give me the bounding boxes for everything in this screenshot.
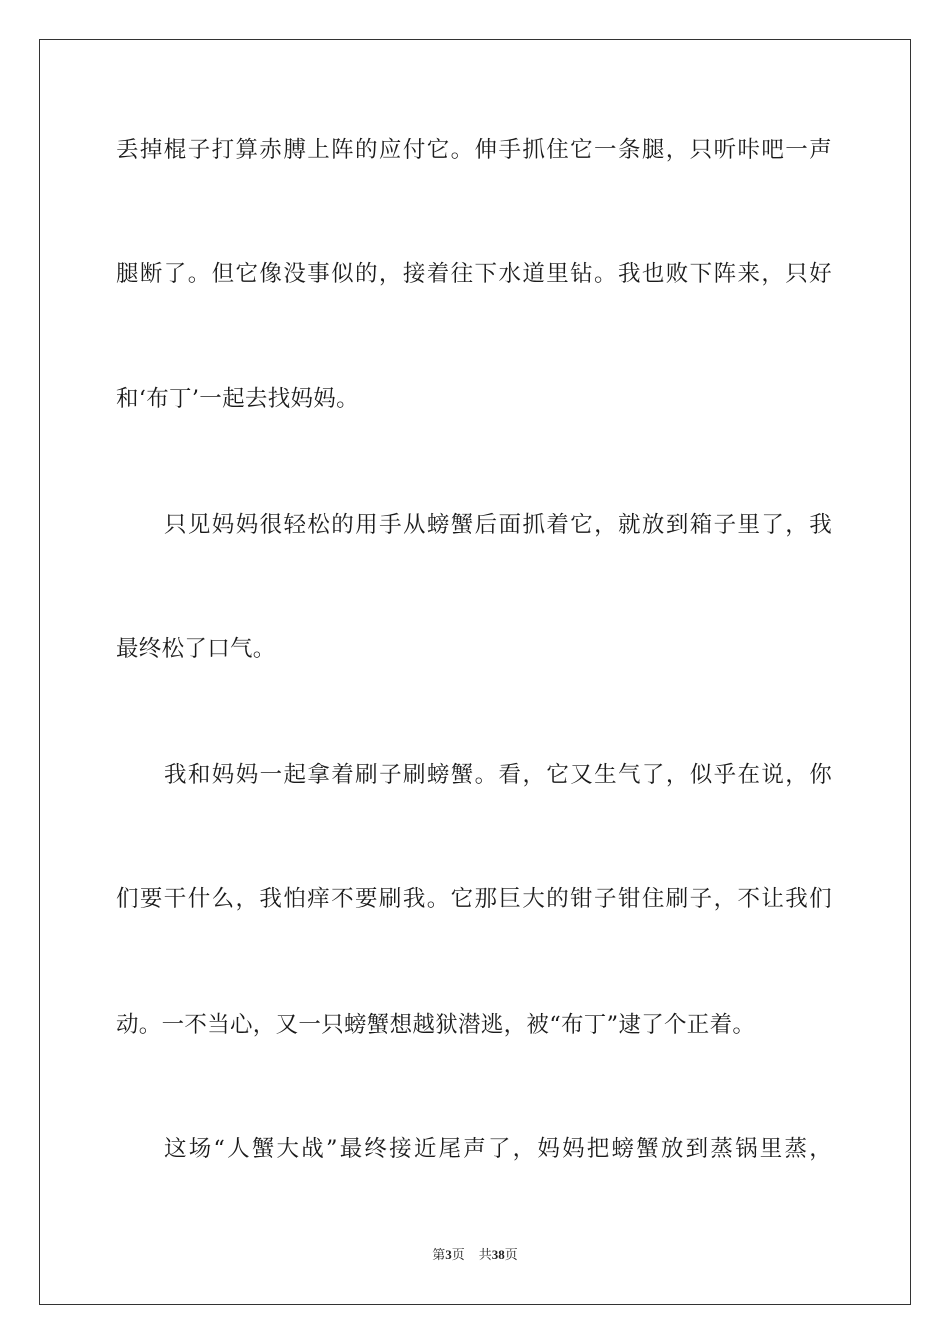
footer-page-suffix: 页 <box>451 1248 465 1263</box>
text-line-1: 丢掉棍子打算赤膊上阵的应付它。伸手抓住它一条腿，只听咔吧一声 <box>116 137 832 163</box>
text-line-5: 最终松了口气。 <box>116 636 276 662</box>
text-line-4: 只见妈妈很轻松的用手从螃蟹后面抓着它，就放到箱子里了，我 <box>164 512 832 538</box>
footer-page-number: 3 <box>445 1247 452 1262</box>
page-footer <box>0 1246 950 1265</box>
text-line-7: 们要干什么，我怕痒不要刷我。它那巨大的钳子钳住刷子，不让我们 <box>116 886 832 912</box>
text-line-3: 和‘布丁’一起去找妈妈。 <box>116 386 359 412</box>
text-line-8: 动。一不当心，又一只螃蟹想越狱潜逃，被“布丁”逮了个正着。 <box>116 1012 756 1038</box>
page-border <box>39 39 911 1305</box>
text-line-6: 我和妈妈一起拿着刷子刷螃蟹。看，它又生气了，似乎在说，你 <box>164 762 832 788</box>
footer-total-pages: 38 <box>491 1247 505 1262</box>
text-line-2: 腿断了。但它像没事似的，接着往下水道里钻。我也败下阵来，只好 <box>116 261 832 287</box>
footer-total-suffix: 页 <box>504 1248 518 1263</box>
text-line-9: 这场“人蟹大战”最终接近尾声了，妈妈把螃蟹放到蒸锅里蒸， <box>164 1136 832 1162</box>
footer-page-prefix: 第 <box>432 1248 446 1263</box>
footer-total-prefix: 共 <box>478 1248 492 1263</box>
